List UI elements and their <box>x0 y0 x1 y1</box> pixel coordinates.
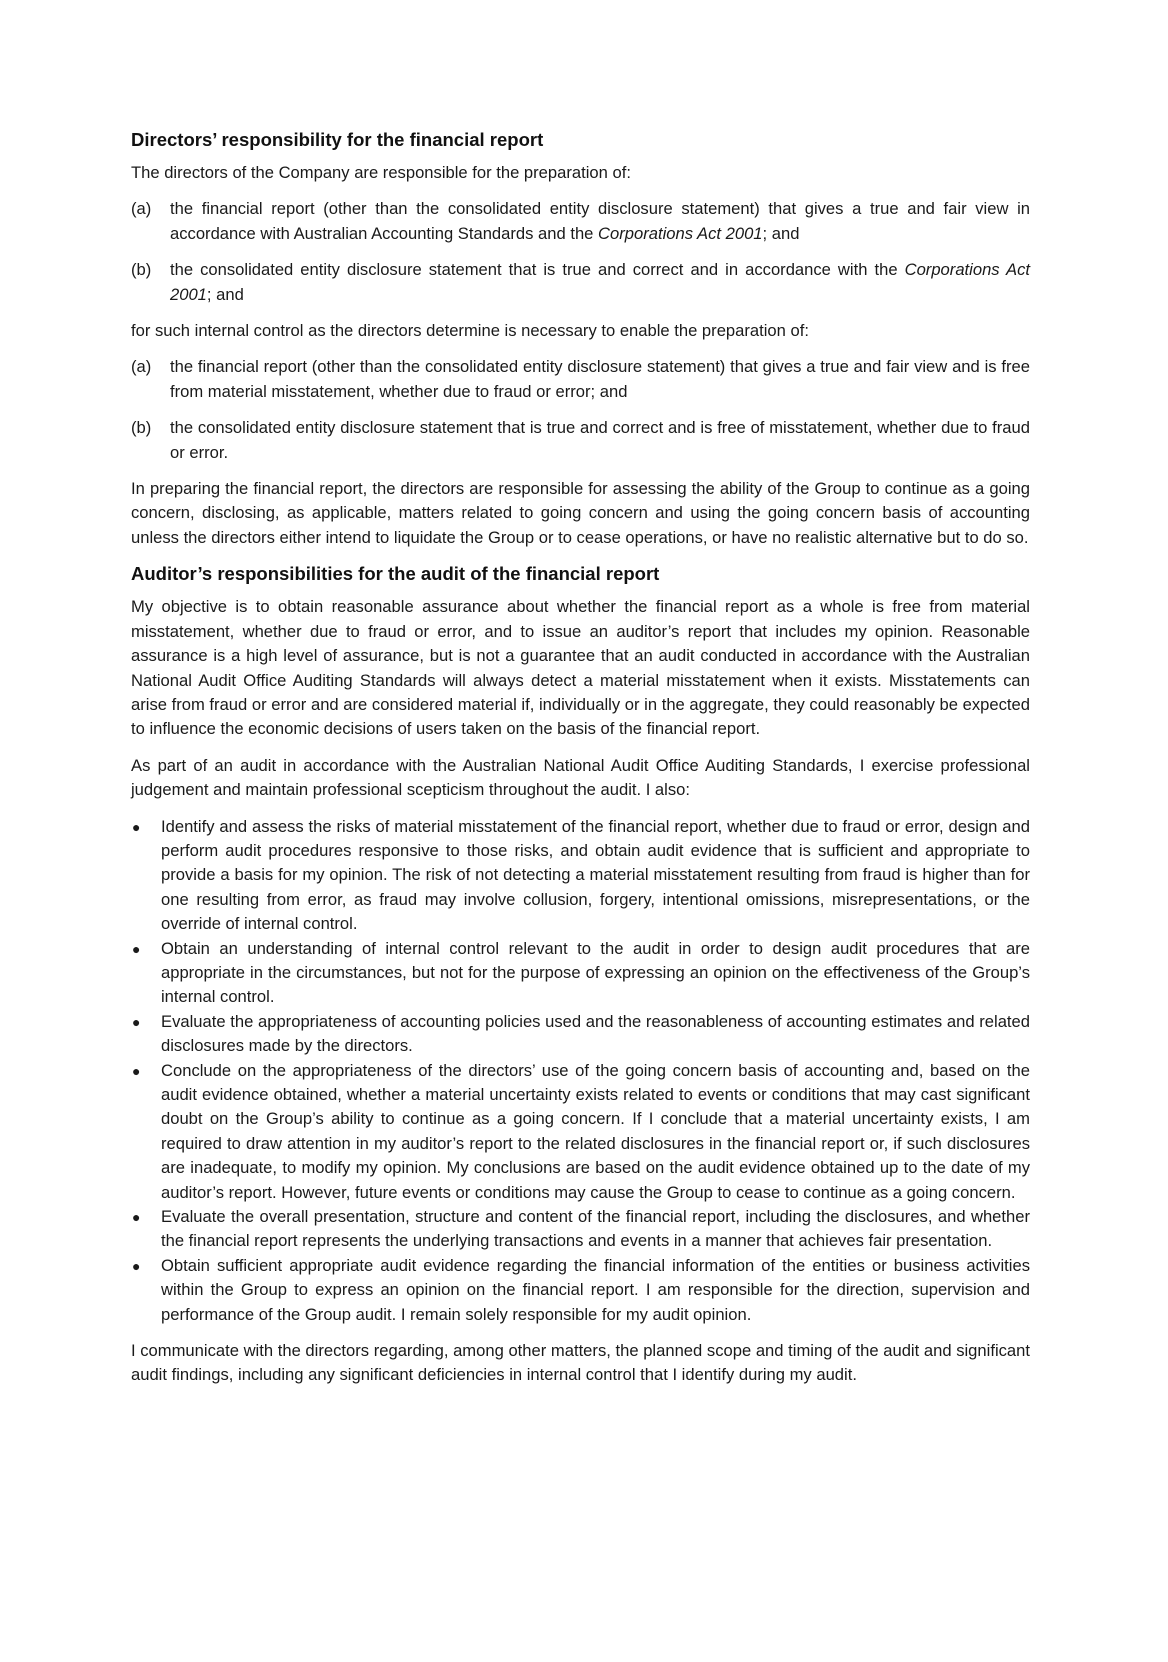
list-marker: (b) <box>131 260 152 280</box>
bullet-text: Conclude on the appropriateness of the directors’ use of the going concern basis of accounting and, based on the audit evidence obtained, whether a material uncertainty exists related to events or conditions that may cast significant doubt on the Group’s ability to continue as a going concern. If I conclude that a material uncertainty exists, I am required to draw attention in my auditor’s report to the related disclosures in the financial report or, if such disclosures are inadequate, to modify my opinion. My conclusions are based on the audit evidence obtained up to the date of my auditor’s report. However, future events or conditions may cause the Group to cease to continue as a going concern. <box>161 1060 1030 1202</box>
list-item-text: the financial report (other than the consolidated entity disclosure statement) that gives a true and fair view in accordance with Australian Accounting Standards and the Corporations Act 2001; and <box>170 199 1030 243</box>
list-item-b <box>131 258 1030 307</box>
paragraph-as-part-of-audit: As part of an audit in accordance with the Australian National Audit Office Auditing Standards, I exercise professional judgement and maintain professional scepticism throughout the audit. I also: <box>131 755 1030 800</box>
bullet-icon: ● <box>132 1257 141 1274</box>
legislation-title: Corporations Act 2001 <box>170 260 1030 304</box>
bullet-text: Identify and assess the risks of material misstatement of the financial report, whether due to fraud or error, design and perform audit procedures responsive to those risks, and obtain audit evidence that is sufficient and appropriate to provide a basis for my opinion. The risk of not detecting a material misstatement resulting from fraud is higher than for one resulting from error, as fraud may involve collusion, forgery, intentional omissions, misrepresentations, or the override of internal control. <box>161 816 1030 934</box>
paragraph-going-concern: In preparing the financial report, the directors are responsible for assessing the ability of the Group to continue as a going concern, disclosing, as applicable, matters related to going concern and using the going concern basis of accounting unless the directors either intend to liquidate the Group or to cease operations, or have no realistic alternative but to do so. <box>131 479 1030 547</box>
bullet-item <box>131 1010 1030 1059</box>
paragraph-objective: My objective is to obtain reasonable assurance about whether the financial report as a whole is free from material misstatement, whether due to fraud or error, and to issue an auditor’s report that includes my opinion. Reasonable assurance is a high level of assurance, but is not a guarantee that an audit conducted in accordance with the Australian National Audit Office Auditing Standards will always detect a material misstatement when it exists. Misstatements can arise from fraud or error and are considered material if, individually or in the aggregate, they could reasonably be expected to influence the economic decisions of users taken on the basis of the financial report. <box>131 597 1030 739</box>
bullet-item <box>131 1205 1030 1254</box>
bullet-item <box>131 815 1030 937</box>
list-item-a <box>131 197 1030 246</box>
bullet-icon: ● <box>132 1209 141 1226</box>
list-item-a <box>131 355 1030 404</box>
bullet-text: Evaluate the appropriateness of accounting policies used and the reasonableness of accounting estimates and related disclosures made by the directors. <box>161 1011 1030 1056</box>
list-item-b <box>131 416 1030 465</box>
list-marker: (a) <box>131 199 152 219</box>
bullet-item <box>131 937 1030 1010</box>
bullet-item <box>131 1254 1030 1327</box>
paragraph-internal-control: for such internal control as the directors determine is necessary to enable the preparation of: <box>131 321 809 341</box>
bullet-text: Obtain an understanding of internal control relevant to the audit in order to design audit procedures that are appropriate in the circumstances, but not for the purpose of expressing an opinion on the effectiveness of the Group’s internal control. <box>161 938 1030 1007</box>
list-item-text: the consolidated entity disclosure statement that is true and correct and in accordance with the Corporations Act 2001; and <box>170 260 1030 304</box>
bullet-list <box>131 815 1030 1328</box>
list-marker: (a) <box>131 357 152 377</box>
bullet-item <box>131 1059 1030 1205</box>
list-marker: (b) <box>131 418 152 438</box>
bullet-text: Evaluate the overall presentation, structure and content of the financial report, including the disclosures, and whether the financial report represents the underlying transactions and events in a manner that achieves fair presentation. <box>161 1207 1030 1251</box>
legislation-title: Corporations Act 2001 <box>598 223 763 243</box>
paragraph-communicate: I communicate with the directors regarding, among other matters, the planned scope and timing of the audit and significant audit findings, including any significant deficiencies in internal control that I identify during my audit. <box>131 1341 1030 1385</box>
paragraph-directors-intro: The directors of the Company are responsible for the preparation of: <box>131 163 631 182</box>
list-item-text: the consolidated entity disclosure statement that is true and correct and is free of misstatement, whether due to fraud or error. <box>170 418 1030 462</box>
bullet-text: Obtain sufficient appropriate audit evidence regarding the financial information of the entities or business activities within the Group to express an opinion on the financial report. I am responsible for the direction, supervision and performance of the Group audit. I remain solely responsible for my audit opinion. <box>161 1255 1030 1324</box>
list-item-text: the financial report (other than the consolidated entity disclosure statement) that gives a true and fair view and is free from material misstatement, whether due to fraud or error; and <box>170 357 1030 401</box>
bullet-icon: ● <box>132 1013 141 1030</box>
section-heading-auditor-responsibilities: Auditor’s responsibilities for the audit of the financial report <box>131 563 660 585</box>
bullet-icon: ● <box>132 818 141 835</box>
section-heading-directors-responsibility: Directors’ responsibility for the financial report <box>131 129 544 150</box>
bullet-icon: ● <box>132 940 141 957</box>
bullet-icon: ● <box>132 1062 141 1079</box>
